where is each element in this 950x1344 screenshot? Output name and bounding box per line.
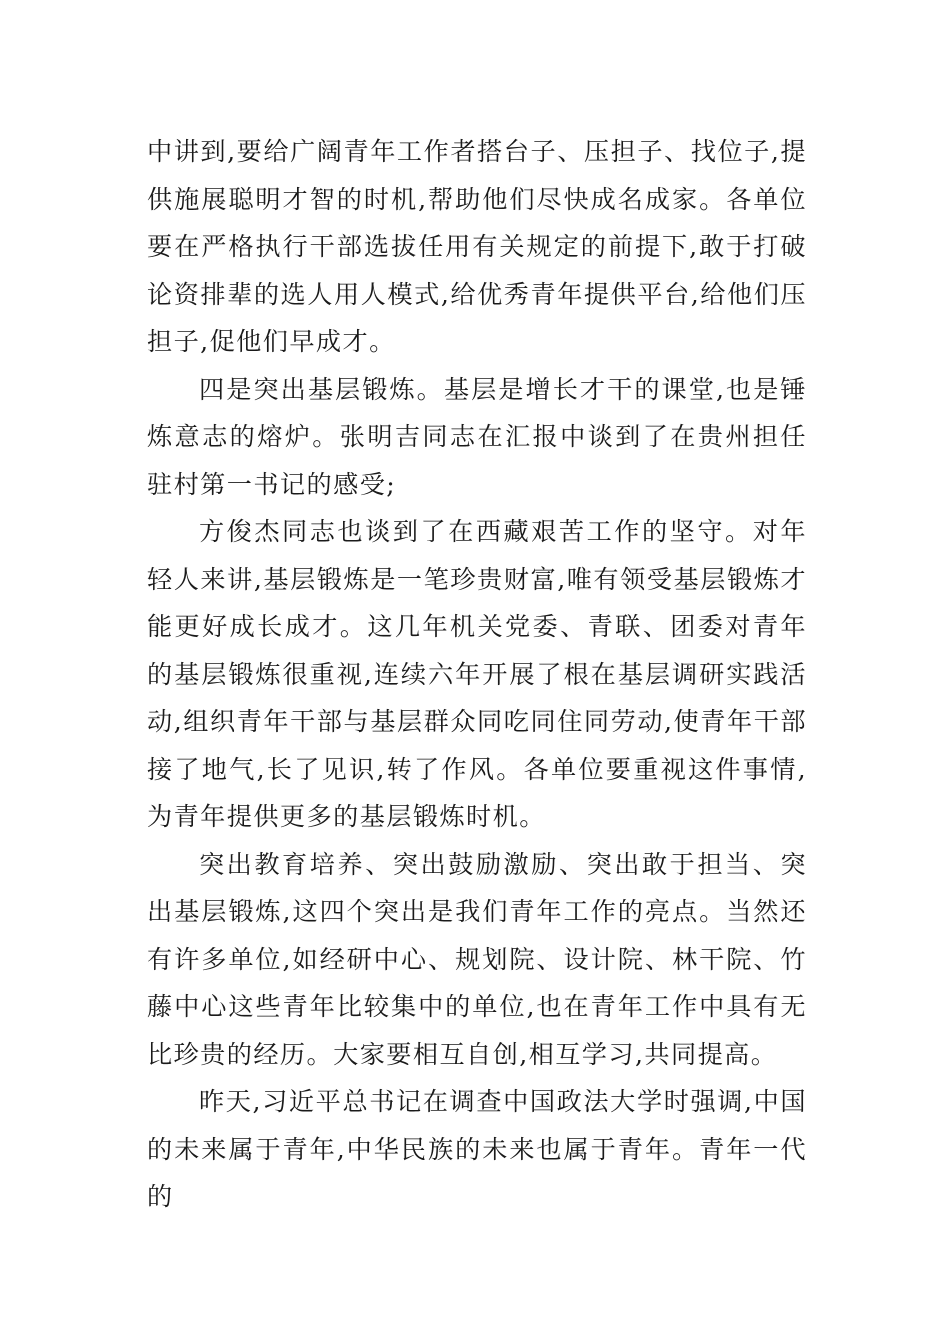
paragraph-3: 方俊杰同志也谈到了在西藏艰苦工作的坚守。对年轻人来讲,基层锻炼是一笔珍贵财富,唯有领受基层锻炼才能更好成长成才。这几年机关党委、青联、团委对青年的基层锻炼很重视,连续六年开展了根在基层调研实践活动,组织青年干部与基层群众同吃同住同劳动,使青年干部接了地气,长了见识,转了作风。各单位要重视这件事情,为青年提供更多的基层锻炼时机。 xyxy=(147,517,807,831)
paragraph-1: 中讲到,要给广阔青年工作者搭台子、压担子、找位子,提供施展聪明才智的时机,帮助他们尽快成名成家。各单位要在严格执行干部选拔任用有关规定的前提下,敢于打破论资排辈的选人用人模式,给优秀青年提供平台,给他们压担子,促他们早成才。 xyxy=(147,137,807,356)
paragraph-4: 突出教育培养、突出鼓励激励、突出敢于担当、突出基层锻炼,这四个突出是我们青年工作的亮点。当然还有许多单位,如经研中心、规划院、设计院、林干院、竹藤中心这些青年比较集中的单位,也在青年工作中具有无比珍贵的经历。大家要相互自创,相互学习,共同提高。 xyxy=(147,849,807,1069)
document-body xyxy=(147,128,807,1221)
paragraph-2: 四是突出基层锻炼。基层是增长才干的课堂,也是锤炼意志的熔炉。张明吉同志在汇报中谈到了在贵州担任驻村第一书记的感受; xyxy=(147,374,807,499)
paragraph-5: 昨天,习近平总书记在调查中国政法大学时强调,中国的未来属于青年,中华民族的未来也属于青年。青年一代的 xyxy=(147,1087,807,1211)
